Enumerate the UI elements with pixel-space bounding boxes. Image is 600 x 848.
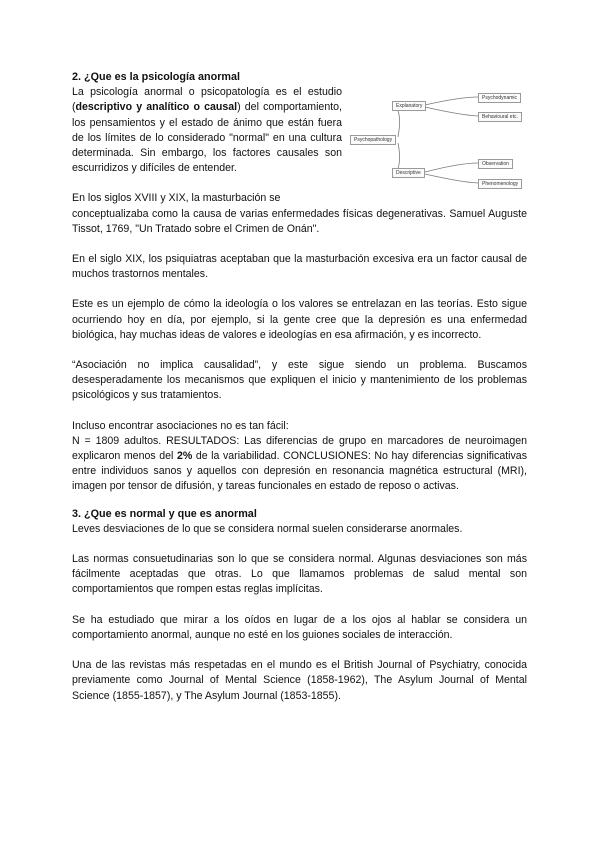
- ideology-paragraph: Este es un ejemplo de cómo la ideología o los valores se entrelazan en las teorías. Esto sigue ocurriendo hoy en día, por ejemplo, si la gente cree que la depresión es una enfermedad biológica, hay muchas ideas de valores e ideologías en esa afirmación, y es incorrecto.: [72, 298, 527, 341]
- intro-text-pre: La psicología anormal o psicopatología es el estudio (: [72, 86, 342, 114]
- section-2-heading: 2. ¿Que es la psicología anormal: [72, 71, 241, 83]
- xix-paragraph: En el siglo XIX, los psiquiatras aceptaban que la masturbación excesiva era un factor causal de muchos trastornos mentales.: [72, 253, 527, 281]
- document-body: [72, 70, 527, 704]
- section-3-heading: 3. ¿Que es normal y que es anormal: [72, 507, 257, 520]
- diagram-node-psychodynamic: Psychodynamic: [478, 93, 521, 103]
- resultados-text-post: de la variabilidad. CONCLUSIONES: No hay diferencias significativas entre individuos sanos y aquellos con depresión en resonancia magnética estructural (MRI), imagen por tensor de difusión, y tareas funcionales en estado de reposo o activas.: [72, 450, 527, 493]
- normas-paragraph: Las normas consuetudinarias son lo que se considera normal. Algunas desviaciones son más fácilmente aceptadas que otras. Lo que llamamos problemas de salud mental son comportamientos que rompen estas reglas implícitas.: [72, 553, 527, 596]
- leves-paragraph: Leves desviaciones de lo que se considera normal suelen considerarse anormales.: [72, 522, 463, 535]
- diagram-node-behavioural: Behavioural etc.: [478, 112, 522, 122]
- masturbation-paragraph-start: En los siglos XVIII y XIX, la masturbación se: [72, 192, 281, 205]
- masturbation-paragraph-rest: conceptualizaba como la causa de varias enfermedades físicas degenerativas. Samuel Auguste Tissot, 1769, "Un Tratado sobre el Crimen de Onán".: [72, 207, 527, 235]
- mirar-paragraph: Se ha estudiado que mirar a los oídos en lugar de a los ojos al hablar se considera un comportamiento anormal, aunque no esté en los guiones sociales de interacción.: [72, 613, 527, 641]
- diagram-node-phenomenology: Phenomenology: [478, 179, 522, 189]
- diagram-node-observation: Observation: [478, 159, 513, 169]
- intro-text-post: ) del comportamiento, los pensamientos y el estado de ánimo que están fuera de los límites de lo considerado "normal" en una cultura determinada. Sin embargo, los factores causales son escurridizos y difíciles de entender.: [72, 101, 342, 175]
- diagram-node-explanatory: Explanatory: [392, 101, 426, 111]
- revistas-paragraph: Una de las revistas más respetadas en el mundo es el British Journal of Psychiatry, conocida previamente como Journal of Mental Science (1858-1962), The Asylum Journal of Mental Science (1855-1857), y The Asylum Journal (1853-1855).: [72, 659, 527, 702]
- intro-text-bold: descriptivo y analítico o causal: [75, 101, 238, 114]
- resultados-text-bold: 2%: [176, 450, 193, 463]
- resultados-paragraph: [72, 434, 527, 495]
- diagram-node-root: Psychopathology: [350, 135, 396, 145]
- asociacion-paragraph: “Asociación no implica causalidad”, y este sigue siendo un problema. Buscamos desesperadamente los mecanismos que expliquen el inicio y mantenimiento de los problemas psicológicos y sus tratamientos.: [72, 359, 527, 402]
- intro-paragraph: [72, 85, 342, 176]
- intro-block: [72, 85, 342, 176]
- diagram-node-descriptive: Descriptive: [392, 168, 425, 178]
- resultados-text-pre: N = 1809 adultos. RESULTADOS: Las diferencias de grupo en marcadores de neuroimagen explicaron menos del: [72, 434, 527, 463]
- incluso-paragraph: Incluso encontrar asociaciones no es tan fácil:: [72, 419, 289, 432]
